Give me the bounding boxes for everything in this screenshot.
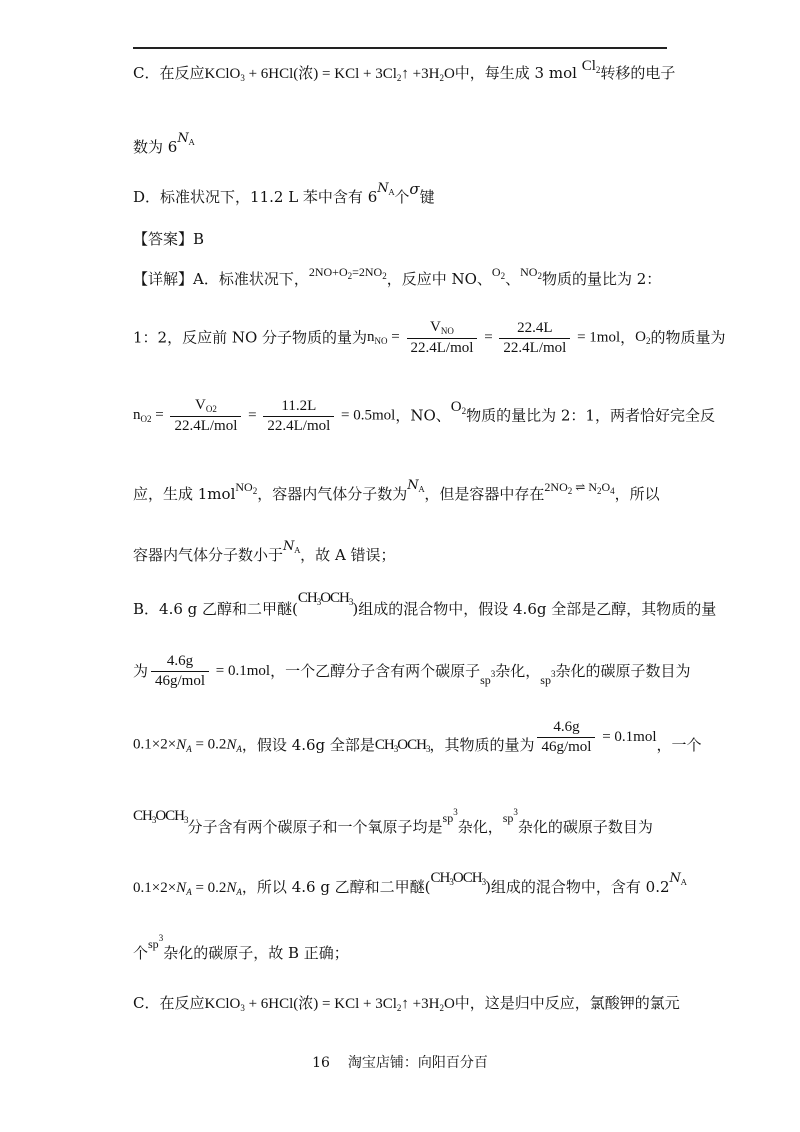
explain-b-line-1: B．4.6 g 乙醇和二甲醚$(CH_3OCH_3)$组成的混合物中，假设 4.6g 全部是乙醇，其物质的量 xyxy=(133,590,717,618)
page-number: 16 xyxy=(312,1055,330,1071)
explain-a-line-2: 1：2，反应前 NO 分子物质的量为$n_{NO}$ = $\frac{V_{NO}}{\text{22.4L/mol}}$ = $\frac{22.4L}{\text{22.4L/mol}}$ = 1mol，$O_2$的物质量为 xyxy=(133,319,726,356)
option-c-line-1: C．在反应KClO$_3$ + 6HCl(浓) = KCl + $3Cl_2↑ +3H_2O$中，每生成 3 mol $Cl_2$转移的电子 xyxy=(133,58,676,83)
explain-b-line-4: $CH_3OCH_3$分子含有两个碳原子和一个氧原子均是$^{sp^3}$杂化，$^{sp^3}$杂化的碳原子数目为 xyxy=(133,807,653,836)
explain-c-line-1: C．在反应KClO$_3$ + 6HCl(浓) = KCl + $3Cl_2↑ +3H_2O$中，这是归中反应，氯酸钾的氯元 xyxy=(133,994,680,1013)
explain-b-line-3: $0.1\times 2\times N_A = 0.2N_A$，假设 4.6g 全部是$CH_3OCH_3$，其物质的量为 $\frac{4.6g}{\text{46g/mol}}$ = 0.1mol，一个 xyxy=(133,719,702,755)
option-d-line: D．标准状况下，11.2 L 苯中含有 $6N_A$个σ键 xyxy=(133,180,435,206)
fraction-22-4: $\frac{22.4L}{\text{22.4L/mol}}$ xyxy=(499,321,570,356)
answer-line: 【答案】B xyxy=(133,230,205,248)
explain-a-line-1: 【详解】A．标准状况下，$^{2NO+O_2=2NO_2}$，反应中 NO、$^{O_2}$、$^{NO_2}$物质的量比为 2： xyxy=(133,265,662,288)
explain-b-line-6: 个$^{sp^3}$杂化的碳原子，故 B 正确； xyxy=(133,933,349,962)
page-footer xyxy=(0,1052,800,1072)
option-c-line-2: 数为 $6N_A$ xyxy=(133,131,195,156)
explain-b-line-5: $0.1\times 2\times N_A = 0.2N_A$，所以 4.6 g 乙醇和二甲醚$(CH_3OCH_3)$组成的混合物中，含有 $0.2N_A$ xyxy=(133,870,687,897)
explain-a-line-3: $n_{O2}$ = $\frac{V_{O2}}{\text{22.4L/mol}}$ = $\frac{11.2L}{\text{22.4L/mol}}$ = 0.5mol，NO、$O_2$物质的量比为 2：1，两者恰好完全反 xyxy=(133,397,715,434)
fraction-11-2: $\frac{11.2L}{\text{22.4L/mol}}$ xyxy=(263,399,334,434)
fraction-4-6g: $\frac{4.6g}{\text{46g/mol}}$ xyxy=(151,654,209,689)
fraction-4-6g-b: $\frac{4.6g}{\text{46g/mol}}$ xyxy=(537,720,595,755)
explain-b-line-2: 为 $\frac{4.6g}{\text{46g/mol}}$ = 0.1mol，一个乙醇分子含有两个碳原子$_{sp^3}$杂化，$_{sp^3}$杂化的碳原子数目为 xyxy=(133,653,691,689)
explain-a-line-4: 应，生成 1mol$^{NO_2}$，容器内气体分子数为$N_A$，但是容器中存在$^{2NO_2 \rightleftharpoons N_2O_4}$，所以 xyxy=(133,478,660,503)
explain-a-line-5: 容器内气体分子数小于$N_A$，故 A 错误； xyxy=(133,539,396,564)
fraction-v-no: $\frac{V_{NO}}{\text{22.4L/mol}}$ xyxy=(407,320,478,356)
fraction-v-o2: $\frac{V_{O2}}{\text{22.4L/mol}}$ xyxy=(170,398,241,434)
shop-name: 淘宝店铺：向阳百分百 xyxy=(347,1055,488,1071)
top-rule xyxy=(133,47,667,49)
